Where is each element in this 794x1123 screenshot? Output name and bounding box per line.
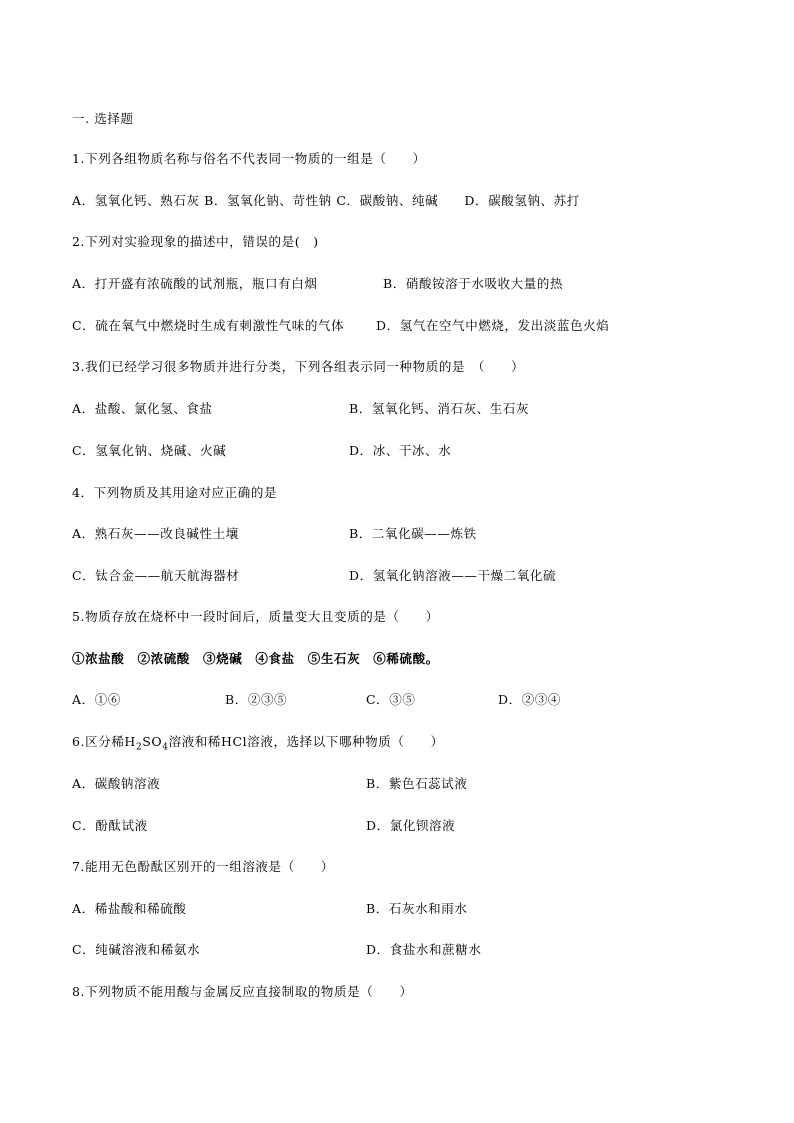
question-3-option-b: B．氢氧化钙、消石灰、生石灰 (349, 401, 530, 416)
question-5-stem: 5.物质存放在烧杯中一段时间后，质量变大且变质的是（ ） (72, 609, 439, 624)
question-2-option-a: A．打开盛有浓硫酸的试剂瓶，瓶口有白烟 (72, 276, 318, 291)
question-7-option-c: C．纯碱溶液和稀氨水 (72, 942, 201, 957)
question-7-stem: 7.能用无色酚酞区别开的一组溶液是（ ） (72, 859, 335, 874)
question-7-option-a: A．稀盐酸和稀硫酸 (72, 901, 187, 916)
question-4-option-c: C．钛合金——航天航海器材 (72, 568, 240, 583)
question-3-option-a: A．盐酸、氯化氢、食盐 (72, 401, 213, 416)
question-6-option-c: C．酚酞试液 (72, 818, 148, 833)
question-1-options: A．氢氧化钙、熟石灰 B．氢氧化钠、苛性钠 C．碳酸钠、纯碱 D．碳酸氢钠、苏打 (72, 193, 580, 208)
question-6-stem-part2: SO (142, 734, 163, 749)
question-4-option-d: D．氢氧化钠溶液——干燥二氧化硫 (349, 568, 557, 583)
question-7-option-b: B．石灰水和雨水 (366, 901, 468, 916)
question-3-option-c: C．氢氧化钠、烧碱、火碱 (72, 443, 227, 458)
question-6-option-a: A．碳酸钠溶液 (72, 776, 161, 791)
question-2-option-b: B．硝酸铵溶于水吸收大量的热 (383, 276, 564, 291)
question-3-option-d: D．冰、干冰、水 (349, 443, 452, 458)
question-6-subscript-2: 4 (162, 742, 169, 753)
question-6-subscript-1: 2 (135, 742, 143, 753)
question-4-stem: 4．下列物质及其用途对应正确的是 (72, 485, 278, 500)
question-6-option-b: B．紫色石蕊试液 (366, 776, 468, 791)
question-5-items: ①浓盐酸 ②浓硫酸 ③烧碱 ④食盐 ⑤生石灰 ⑥稀硫酸。 (72, 651, 439, 666)
question-4-option-a: A．熟石灰——改良碱性土壤 (72, 526, 239, 541)
question-2-stem: 2.下列对实验现象的描述中，错误的是( ) (72, 234, 319, 249)
question-2-option-d: D．氢气在空气中燃烧，发出淡蓝色火焰 (376, 318, 610, 333)
question-5-option-d: D．②③④ (498, 692, 562, 707)
question-7-option-d: D．食盐水和蔗糖水 (366, 942, 482, 957)
question-5-option-c: C．③⑤ (366, 692, 416, 707)
question-1-stem: 1.下列各组物质名称与俗名不代表同一物质的一组是（ ） (72, 151, 426, 166)
question-8-stem: 8.下列物质不能用酸与金属反应直接制取的物质是（ ） (72, 984, 413, 999)
question-6-stem-part1: 6.区分稀H (72, 734, 136, 749)
section-title: 一. 选择题 (72, 111, 134, 126)
question-6-option-d: D．氯化钡溶液 (366, 818, 456, 833)
question-6-stem-part3: 溶液和稀HCl溶液，选择以下哪种物质（ ） (168, 734, 444, 749)
question-5-option-b: B．②③⑤ (225, 692, 288, 707)
question-5-option-a: A．①⑥ (72, 692, 121, 707)
question-6-stem (72, 734, 444, 756)
question-3-stem: 3.我们已经学习很多物质并进行分类，下列各组表示同一种物质的是 （ ） (72, 359, 525, 374)
question-4-option-b: B．二氧化碳——炼铁 (349, 526, 477, 541)
question-2-option-c: C．硫在氧气中燃烧时生成有刺激性气味的气体 (72, 318, 345, 333)
